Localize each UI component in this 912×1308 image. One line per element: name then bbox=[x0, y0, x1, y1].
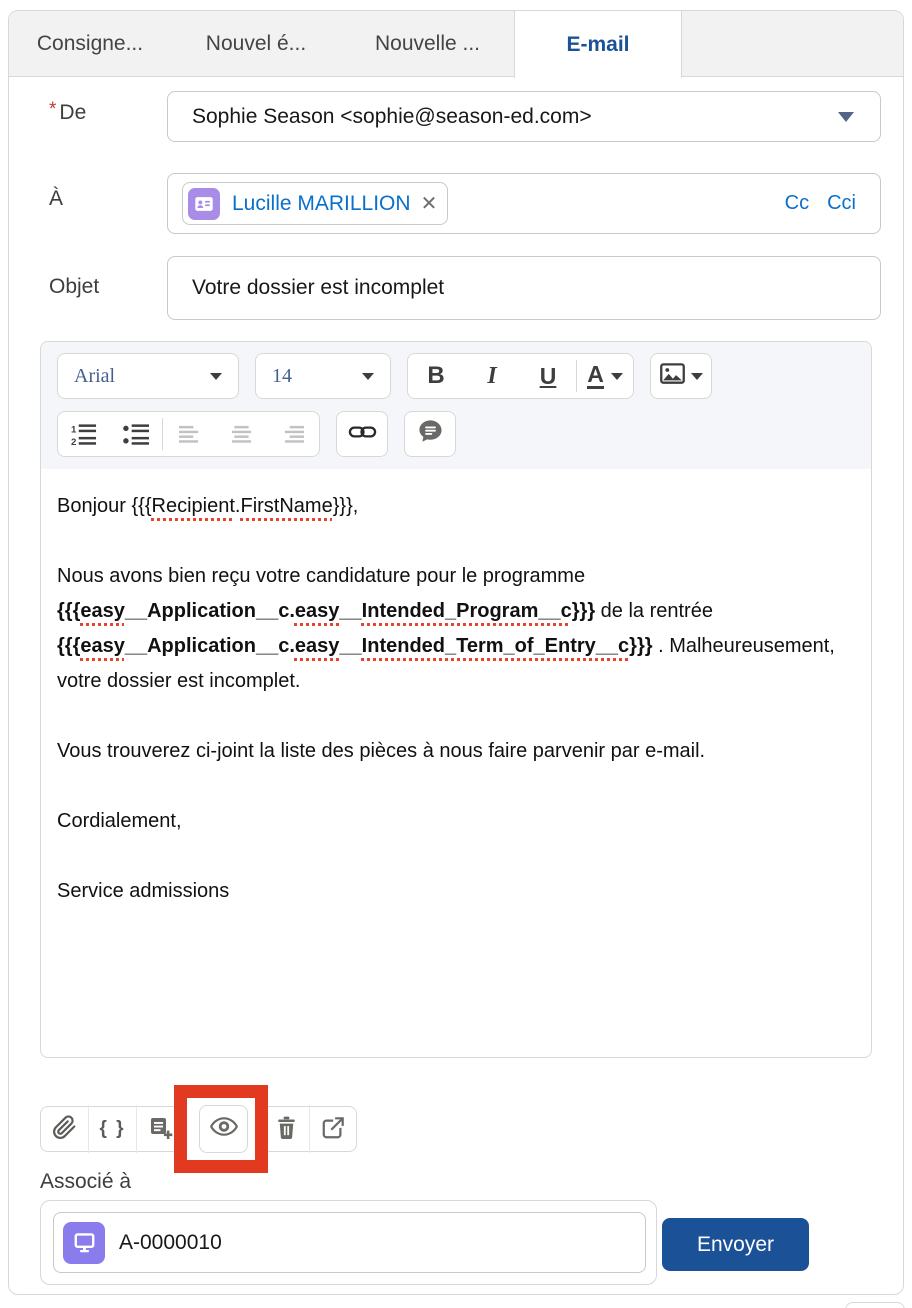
align-center-icon[interactable] bbox=[215, 411, 267, 457]
external-link-icon bbox=[321, 1116, 345, 1143]
cci-link[interactable]: Cci bbox=[827, 192, 856, 214]
chevron-down-icon bbox=[362, 373, 374, 380]
italic-button[interactable]: I bbox=[464, 353, 520, 399]
cc-link[interactable]: Cc bbox=[784, 192, 810, 214]
chevron-down-icon bbox=[691, 373, 703, 380]
rich-text-editor bbox=[40, 341, 872, 1058]
chevron-down-icon bbox=[611, 373, 623, 380]
text-color-button[interactable]: A bbox=[577, 353, 633, 399]
popout-button[interactable] bbox=[310, 1105, 356, 1153]
subject-input[interactable] bbox=[167, 256, 881, 320]
numbered-list-icon[interactable] bbox=[58, 411, 110, 457]
font-select[interactable]: Arial bbox=[57, 353, 239, 399]
contact-avatar-icon bbox=[188, 188, 220, 220]
preview-button[interactable] bbox=[199, 1105, 248, 1153]
from-label: * De bbox=[49, 99, 87, 124]
quote-bubble-icon bbox=[417, 418, 444, 450]
related-to-label: Associé à bbox=[40, 1170, 132, 1193]
tab-consignes[interactable]: Consigne... bbox=[9, 11, 171, 77]
tab-bar bbox=[9, 11, 903, 77]
align-left-icon[interactable] bbox=[163, 411, 215, 457]
partial-element bbox=[845, 1302, 905, 1308]
align-right-icon[interactable] bbox=[267, 411, 319, 457]
related-record-pill[interactable] bbox=[53, 1212, 646, 1273]
bulleted-list-icon[interactable] bbox=[110, 411, 162, 457]
paperclip-icon bbox=[52, 1115, 77, 1143]
svg-text:1: 1 bbox=[70, 424, 76, 436]
quote-button[interactable] bbox=[404, 411, 456, 457]
from-select[interactable] bbox=[167, 91, 881, 142]
subject-label: Objet bbox=[49, 275, 100, 298]
font-size-select[interactable]: 14 bbox=[255, 353, 391, 399]
bold-button[interactable]: B bbox=[408, 353, 464, 399]
tab-nouvelle-tache[interactable]: Nouvelle ... bbox=[341, 11, 514, 77]
format-group bbox=[407, 353, 634, 399]
eye-icon bbox=[210, 1116, 238, 1142]
link-button[interactable] bbox=[336, 411, 388, 457]
to-label: À bbox=[49, 187, 64, 210]
email-body[interactable]: Bonjour {{{Recipient.FirstName}}}, Nous avons bien reçu votre candidature pour le programme {{{easy__Application__c.easy__Intended_Program__c}}} de la rentrée {{{easy__Application__c.easy__Intended_Term_of_Entry__c}}} . Malheureusement, votre dossier est incomplet. Vous trouverez ci-joint la liste des pièces à nous faire parvenir par e-mail. Cordialement, Service admissions bbox=[57, 495, 835, 902]
attach-group bbox=[40, 1106, 185, 1152]
required-asterisk: * bbox=[49, 99, 57, 120]
attach-file-button[interactable] bbox=[41, 1105, 88, 1153]
merge-field-button[interactable] bbox=[89, 1105, 136, 1153]
template-add-icon bbox=[148, 1115, 174, 1144]
recipient-name: Lucille MARILLION bbox=[232, 191, 411, 215]
editor-toolbar bbox=[41, 342, 871, 469]
insert-template-button[interactable] bbox=[137, 1105, 184, 1153]
send-button[interactable]: Envoyer bbox=[662, 1218, 809, 1271]
related-to-field[interactable] bbox=[40, 1200, 657, 1285]
from-value: Sophie Season <sophie@season-ed.com> bbox=[192, 104, 592, 128]
action-toolbar bbox=[40, 1105, 357, 1153]
delete-popout-group bbox=[262, 1106, 357, 1152]
remove-recipient-button[interactable]: ✕ bbox=[420, 193, 438, 215]
insert-image-button[interactable] bbox=[650, 353, 712, 399]
link-icon bbox=[348, 420, 377, 449]
delete-button[interactable] bbox=[263, 1105, 309, 1153]
chevron-down-icon bbox=[838, 112, 854, 122]
braces-icon: { } bbox=[99, 1118, 126, 1139]
tab-nouvel-evenement[interactable]: Nouvel é... bbox=[171, 11, 341, 77]
chevron-down-icon bbox=[210, 373, 222, 380]
svg-text:2: 2 bbox=[70, 436, 76, 447]
list-align-group bbox=[57, 411, 320, 457]
trash-icon bbox=[275, 1115, 298, 1143]
record-name: A-0000010 bbox=[119, 1230, 222, 1254]
underline-button[interactable]: U bbox=[520, 353, 576, 399]
record-monitor-icon bbox=[63, 1222, 105, 1264]
tab-email[interactable]: E-mail bbox=[514, 11, 682, 78]
recipient-pill[interactable] bbox=[182, 182, 448, 225]
image-icon bbox=[660, 363, 685, 389]
subject-value: Votre dossier est incomplet bbox=[192, 276, 445, 299]
to-field[interactable] bbox=[167, 173, 881, 234]
